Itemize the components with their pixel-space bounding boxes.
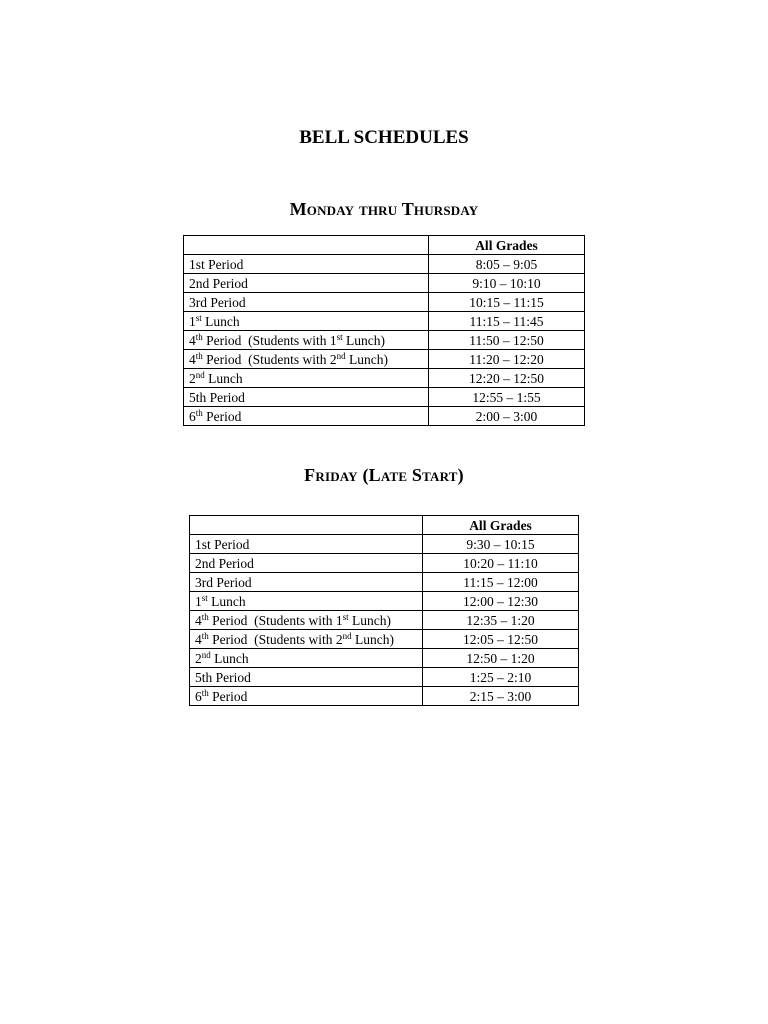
period-time: 12:20 – 12:50 (429, 369, 585, 388)
period-time: 2:15 – 3:00 (423, 687, 579, 706)
period-label (190, 592, 423, 611)
period-label (190, 535, 423, 554)
period-label-part: 2nd Period (195, 555, 254, 571)
table-row (190, 535, 579, 554)
table-row (190, 592, 579, 611)
period-label (190, 573, 423, 592)
period-label (190, 668, 423, 687)
period-time: 9:30 – 10:15 (423, 535, 579, 554)
table-row (184, 293, 585, 312)
period-label-part: st (201, 592, 208, 603)
period-label-part: nd (201, 649, 211, 660)
period-label (184, 331, 429, 350)
period-label (184, 312, 429, 331)
period-label-part: 1 (195, 593, 202, 609)
period-label (190, 611, 423, 630)
period-time: 9:10 – 10:10 (429, 274, 585, 293)
monday-thursday-schedule-table (183, 235, 585, 426)
period-label (184, 255, 429, 274)
period-time: 10:15 – 11:15 (429, 293, 585, 312)
period-label (184, 388, 429, 407)
period-label-part: Period (208, 688, 248, 704)
period-label-part: 4 (195, 631, 202, 647)
period-time: 12:00 – 12:30 (423, 592, 579, 611)
period-label-part: 1st Period (195, 536, 250, 552)
period-label-part: Lunch (204, 370, 243, 386)
period-time: 12:50 – 1:20 (423, 649, 579, 668)
period-label-part: 6 (195, 688, 202, 704)
period-label-part: 5th Period (189, 389, 245, 405)
period-label-part: Period (202, 408, 242, 424)
period-label-part: st (195, 312, 202, 323)
period-time: 2:00 – 3:00 (429, 407, 585, 426)
period-time: 1:25 – 2:10 (423, 668, 579, 687)
period-label-part: Lunch (210, 650, 249, 666)
period-label (190, 630, 423, 649)
period-label-part: 6 (189, 408, 196, 424)
monday-thursday-heading: Monday thru Thursday (289, 199, 479, 219)
all-grades-header: All Grades (423, 516, 579, 535)
period-header-cell (184, 236, 429, 255)
period-label-part: th (195, 331, 203, 342)
period-label-part: nd (342, 630, 352, 641)
period-label-part: Period (Students with 2 (202, 351, 337, 367)
period-label-part: Lunch) (351, 631, 394, 647)
period-label-part: 2 (195, 650, 202, 666)
period-time: 11:50 – 12:50 (429, 331, 585, 350)
period-label-part: th (195, 350, 203, 361)
table-row (190, 668, 579, 687)
period-label-part: 3rd Period (189, 294, 246, 310)
period-label-part: nd (336, 350, 346, 361)
table-row (184, 255, 585, 274)
period-label-part: st (342, 611, 349, 622)
period-label-part: th (201, 630, 209, 641)
period-label-part: 5th Period (195, 669, 251, 685)
table-row (184, 369, 585, 388)
period-time: 12:35 – 1:20 (423, 611, 579, 630)
period-label (190, 649, 423, 668)
friday-heading: Friday (Late Start) (304, 465, 464, 485)
period-label-part: Period (Students with 1 (202, 332, 337, 348)
period-label-part: Period (Students with 1 (208, 612, 343, 628)
period-label-part: Lunch (201, 313, 240, 329)
all-grades-header: All Grades (429, 236, 585, 255)
period-label (190, 554, 423, 573)
period-label-part: 4 (189, 351, 196, 367)
period-label-part: 1 (189, 313, 196, 329)
period-label-part: 2 (189, 370, 196, 386)
period-time: 11:15 – 12:00 (423, 573, 579, 592)
table-header-row (184, 236, 585, 255)
period-label-part: th (201, 611, 209, 622)
period-label-part: nd (195, 369, 205, 380)
period-label-part: 4 (195, 612, 202, 628)
period-label-part: 3rd Period (195, 574, 252, 590)
table-row (184, 312, 585, 331)
friday-schedule-body (190, 516, 579, 706)
period-time: 10:20 – 11:10 (423, 554, 579, 573)
period-label-part: Lunch) (345, 351, 388, 367)
period-label (190, 687, 423, 706)
period-time: 8:05 – 9:05 (429, 255, 585, 274)
table-row (190, 573, 579, 592)
table-row (190, 554, 579, 573)
monday-thursday-schedule-body (184, 236, 585, 426)
table-row (184, 388, 585, 407)
table-row (184, 407, 585, 426)
period-label-part: Lunch) (342, 332, 386, 348)
period-label-part: Lunch (207, 593, 246, 609)
period-label (184, 274, 429, 293)
period-label (184, 293, 429, 312)
period-label-part: Lunch) (348, 612, 392, 628)
period-label-part: Period (Students with 2 (208, 631, 343, 647)
period-time: 12:55 – 1:55 (429, 388, 585, 407)
table-row (184, 274, 585, 293)
table-row (184, 350, 585, 369)
period-time: 11:15 – 11:45 (429, 312, 585, 331)
table-row (190, 611, 579, 630)
period-time: 11:20 – 12:20 (429, 350, 585, 369)
table-header-row (190, 516, 579, 535)
table-row (190, 687, 579, 706)
period-label (184, 407, 429, 426)
period-time: 12:05 – 12:50 (423, 630, 579, 649)
friday-schedule-table (189, 515, 579, 706)
period-label-part: 1st Period (189, 256, 244, 272)
period-label-part: 2nd Period (189, 275, 248, 291)
page-title: BELL SCHEDULES (299, 127, 469, 148)
table-row (184, 331, 585, 350)
table-row (190, 649, 579, 668)
period-label-part: th (201, 687, 209, 698)
period-label-part: st (336, 331, 343, 342)
period-label-part: th (195, 407, 203, 418)
period-label (184, 369, 429, 388)
period-header-cell (190, 516, 423, 535)
period-label-part: 4 (189, 332, 196, 348)
period-label (184, 350, 429, 369)
table-row (190, 630, 579, 649)
